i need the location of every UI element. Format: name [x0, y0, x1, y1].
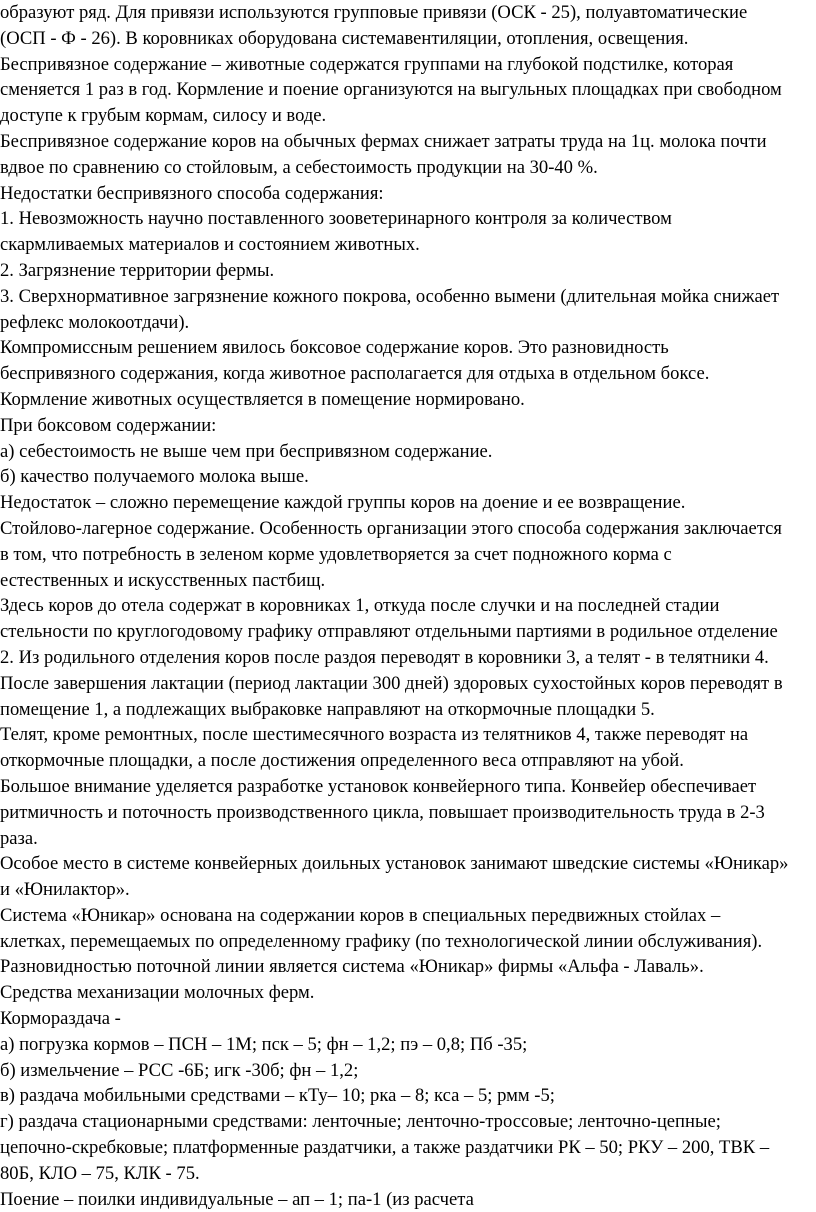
text-line: 3. Сверхнормативное загрязнение кожного покрова, особенно вымени (длительная мойка снижает [0, 285, 780, 307]
text-line: 2. Из родильного отделения коров после раздоя переводят в коровники 3, а телят - в телятники 4. [0, 646, 769, 668]
text-line: сменяется 1 раз в год. Кормление и поение организуются на выгульных площадках при свободном [0, 79, 782, 101]
text-line: Разновидностью поточной линии является система «Юникар» фирмы «Альфа - Лаваль». [0, 956, 704, 978]
text-line: рефлекс молокоотдачи). [0, 311, 190, 333]
text-line: Средства механизации молочных ферм. [0, 982, 315, 1004]
text-line: После завершения лактации (период лактации 300 дней) здоровых сухостойных коров переводят в [0, 672, 783, 694]
text-line: б) измельчение – РСС -6Б; игк -30б; фн – 1,2; [0, 1059, 359, 1081]
text-line: клетках, перемещаемых по определенному графику (по технологической линии обслуживания). [0, 930, 763, 952]
text-line: Большое внимание уделяется разработке установок конвейерного типа. Конвейер обеспечивает [0, 775, 757, 797]
text-line: образуют ряд. Для привязи используются групповые привязи (ОСК - 25), полуавтоматические [0, 2, 748, 23]
text-line: 1. Невозможность научно поставленного зооветеринарного контроля за количеством [0, 208, 672, 230]
text-line: Недостатки беспривязного способа содержания: [0, 182, 384, 204]
text-line: цепочно-скребковые; платформенные раздатчики, а также раздатчики РК – 50; РКУ – 200, ТВК – [0, 1137, 770, 1159]
text-line: откормочные площадки, а после достижения определенного веса отправляют на убой. [0, 750, 684, 772]
text-line: естественных и искусственных пастбищ. [0, 569, 326, 591]
text-line: Особое место в системе конвейерных доильных установок занимают шведские системы «Юникар» [0, 853, 789, 875]
text-line: в том, что потребность в зеленом корме удовлетворяется за счет подножного корма с [0, 543, 672, 565]
text-line: Компромиссным решением явилось боксовое содержание коров. Это разновидность [0, 337, 669, 359]
text-line: Кормораздача - [0, 1008, 121, 1030]
text-line: вдвое по сравнению со стойловым, а себестоимость продукции на 30-40 %. [0, 156, 598, 178]
text-line: Телят, кроме ремонтных, после шестимесячного возраста из телятников 4, также переводят на [0, 724, 749, 746]
text-line: беспривязного содержания, когда животное располагается для отдыха в отдельном боксе. [0, 363, 710, 385]
text-line: Кормление животных осуществляется в помещение нормировано. [0, 388, 525, 410]
text-line: Стойлово-лагерное содержание. Особенность организации этого способа содержания заключается [0, 517, 782, 539]
text-line: доступе к грубым кормам, силосу и воде. [0, 105, 327, 127]
text-line: а) погрузка кормов – ПСН – 1М; пск – 5; фн – 1,2; пэ – 0,8; Пб -35; [0, 1033, 528, 1055]
text-line: Система «Юникар» основана на содержании коров в специальных передвижных стойлах – [0, 904, 721, 926]
text-line: Поение – поилки индивидуальные – ап – 1; па-1 (из расчета [0, 1188, 474, 1210]
text-line: 2. Загрязнение территории фермы. [0, 259, 275, 281]
text-line: 80Б, КЛО – 75, КЛК - 75. [0, 1162, 200, 1184]
text-line: Беспривязное содержание – животные содержатся группами на глубокой подстилке, которая [0, 53, 734, 75]
text-line: (ОСП - Ф - 26). В коровниках оборудована системавентиляции, отопления, освещения. [0, 27, 689, 49]
text-line: и «Юнилактор». [0, 879, 130, 901]
text-line: раза. [0, 827, 38, 849]
text-line: Недостаток – сложно перемещение каждой группы коров на доение и ее возвращение. [0, 492, 686, 514]
text-line: стельности по круглогодовому графику отправляют отдельными партиями в родильное отделение [0, 621, 778, 643]
text-line: ритмичность и поточность производственного цикла, повышает производительность труда в 2-3 [0, 801, 765, 823]
text-line: б) качество получаемого молока выше. [0, 466, 309, 488]
text-line: помещение 1, а подлежащих выбраковке направляют на откормочные площадки 5. [0, 698, 655, 720]
text-line: Здесь коров до отела содержат в коровниках 1, откуда после случки и на последней стадии [0, 595, 720, 617]
text-line: скармливаемых материалов и состоянием животных. [0, 234, 420, 256]
text-line: При боксовом содержании: [0, 414, 217, 436]
text-line: а) себестоимость не выше чем при беспривязном содержание. [0, 440, 493, 462]
text-line: в) раздача мобильными средствами – кТу– 10; рка – 8; кса – 5; рмм -5; [0, 1085, 555, 1107]
text-line: Беспривязное содержание коров на обычных фермах снижает затраты труда на 1ц. молока почти [0, 130, 767, 152]
text-line: г) раздача стационарными средствами: ленточные; ленточно-троссовые; ленточно-цепные; [0, 1111, 721, 1133]
